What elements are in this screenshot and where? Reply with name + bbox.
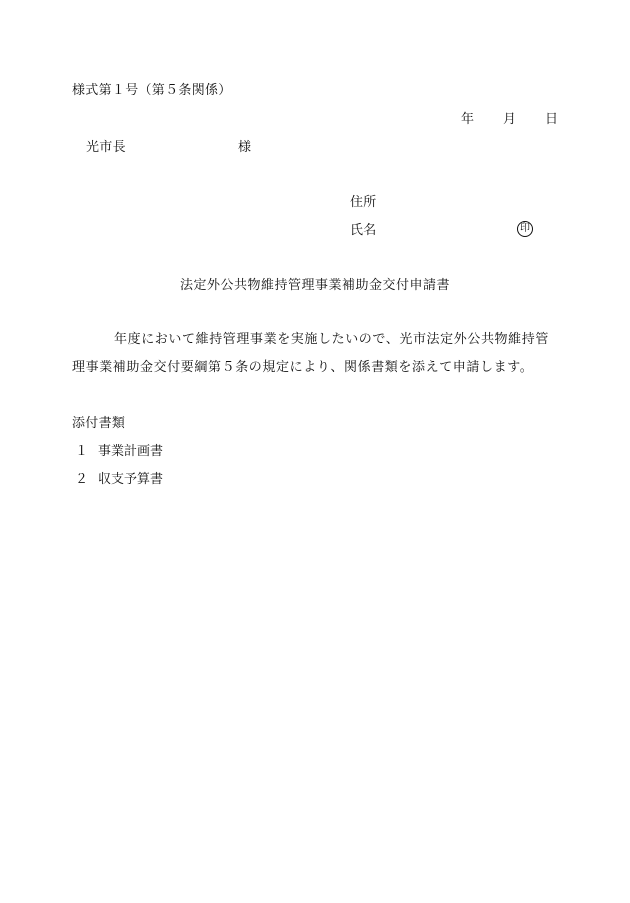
date-year-label: 年 [461,112,475,127]
attachment-item [72,472,163,488]
body-text-line-1: 年度において維持管理事業を実施したいので、光市法定外公共物維持管 [114,332,549,347]
addressee: 光市長 [86,140,126,155]
seal-icon: 印 [517,221,533,237]
attachment-label: 収支予算書 [98,472,164,487]
attachments-heading: 添付書類 [72,416,126,431]
honorific: 様 [238,140,252,155]
form-number: 様式第１号（第５条関係） [72,83,232,98]
name-label: 氏名 [350,223,377,238]
attachment-item [72,444,163,460]
date-day-label: 日 [545,112,559,127]
attachment-number: １ [75,444,89,459]
date-month-label: 月 [503,112,517,127]
attachment-label: 事業計画書 [98,444,164,459]
body-text-line-2: 理事業補助金交付要綱第５条の規定により、関係書類を添えて申請します。 [72,360,534,375]
address-label: 住所 [350,195,377,210]
document-title: 法定外公共物維持管理事業補助金交付申請書 [179,278,450,293]
attachment-number: ２ [75,472,89,487]
